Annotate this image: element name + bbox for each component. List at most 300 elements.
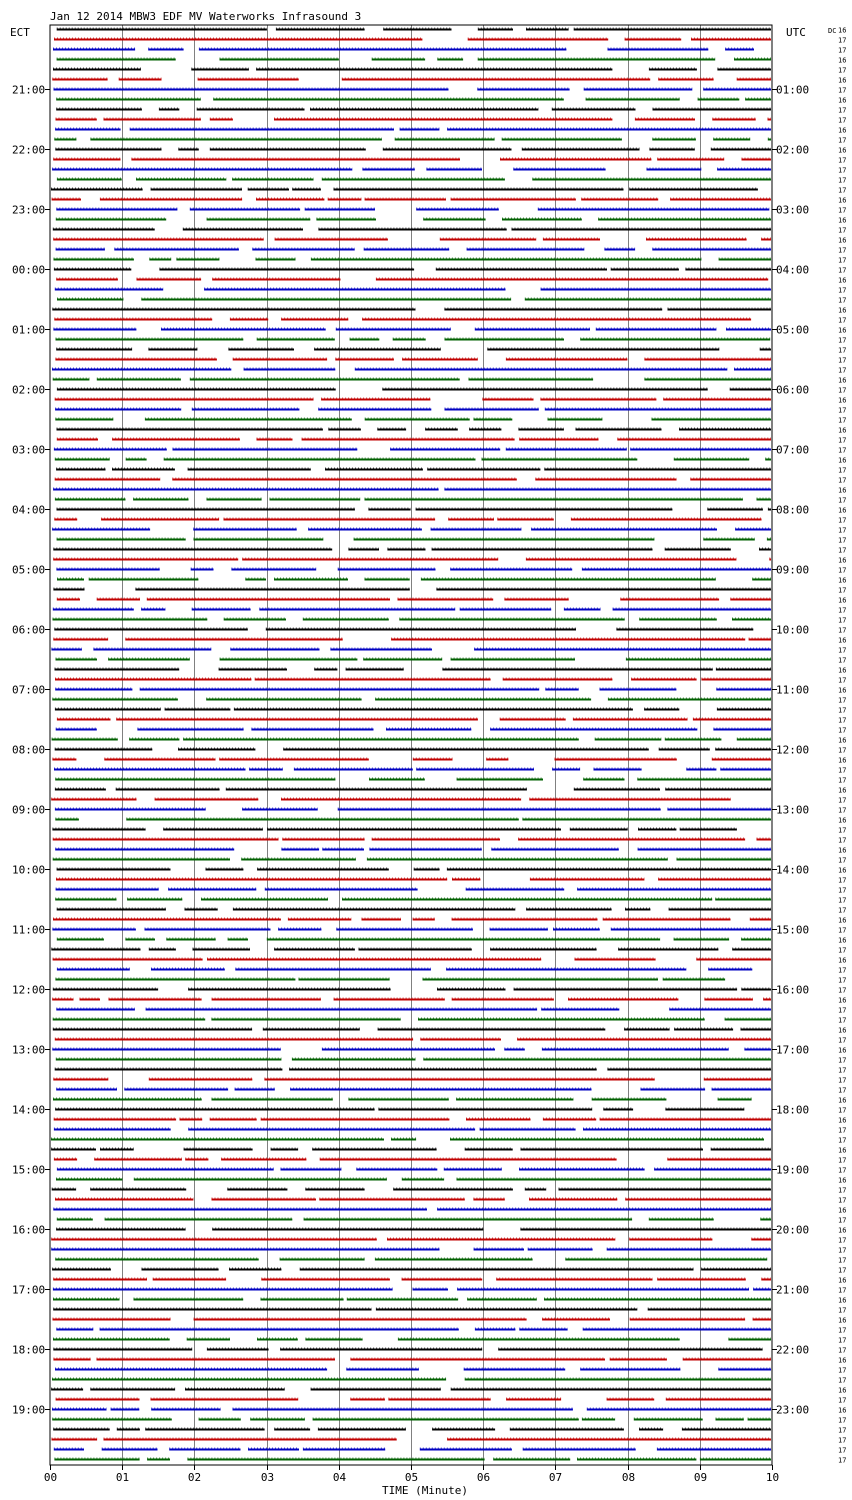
dc-offset-value: 17 <box>838 1236 847 1245</box>
dc-offset-value: 17 <box>838 156 847 165</box>
dc-offset-value: 17 <box>838 86 847 95</box>
trace-row <box>52 1188 771 1190</box>
x-tick-label: 08 <box>621 1471 636 1484</box>
trace-row <box>57 1218 771 1220</box>
dc-offset-value: 16 <box>838 786 847 795</box>
trace-row <box>54 448 771 450</box>
dc-offset-value: 16 <box>838 396 847 405</box>
dc-offset-value: 16 <box>838 126 847 135</box>
left-hour-label: 09:00 <box>12 803 46 817</box>
left-hour-label: 04:00 <box>12 503 46 517</box>
trace-row <box>54 258 772 260</box>
dc-offset-value: 16 <box>838 486 847 495</box>
dc-offset-value: 17 <box>838 476 847 485</box>
right-hour-label: 05:00 <box>776 323 810 337</box>
right-axis-label: UTC <box>786 26 806 39</box>
dc-offset-value: 17 <box>838 1086 847 1095</box>
dc-offset-value: 17 <box>838 186 847 195</box>
dc-offset-value: 17 <box>838 316 847 325</box>
trace-row <box>52 928 771 930</box>
dc-offset-value: 16 <box>838 1276 847 1285</box>
dc-offset-value: 17 <box>838 1106 847 1115</box>
left-hour-label: 17:00 <box>12 1283 46 1297</box>
trace-row <box>56 888 771 890</box>
left-hour-label: 16:00 <box>12 1223 46 1237</box>
dc-offset-value: 16 <box>838 146 847 155</box>
trace-row <box>53 158 771 160</box>
dc-offset-value: 17 <box>838 1076 847 1085</box>
trace-row <box>56 248 771 250</box>
dc-offset-value: 16 <box>838 756 847 765</box>
dc-offset-value: 17 <box>838 766 847 775</box>
dc-offset-value: 16 <box>838 1386 847 1395</box>
dc-offset-value: 17 <box>838 896 847 905</box>
x-tick-label: 02 <box>187 1471 202 1484</box>
right-hour-label: 09:00 <box>776 563 810 577</box>
dc-offset-value: 16 <box>838 1096 847 1105</box>
trace-row <box>52 998 771 1000</box>
trace-row <box>55 498 771 500</box>
trace-row <box>54 1158 771 1160</box>
dc-offset-value: 17 <box>838 966 847 975</box>
left-hour-label: 03:00 <box>12 443 46 457</box>
dc-offset-value: 16 <box>838 556 847 565</box>
x-tick-label: 10 <box>765 1471 780 1484</box>
dc-offset-value: 16 <box>838 846 847 855</box>
dc-offset-value: 16 <box>838 26 847 35</box>
dc-offset-value: 17 <box>838 36 847 45</box>
dc-offset-value: 17 <box>838 566 847 575</box>
trace-row <box>54 268 771 270</box>
dc-offset-value: 16 <box>838 816 847 825</box>
left-hour-label: 05:00 <box>12 563 46 577</box>
trace-row <box>52 738 771 740</box>
right-hour-label: 02:00 <box>776 143 810 157</box>
left-hour-label: 21:00 <box>12 83 46 97</box>
trace-row <box>57 968 752 970</box>
right-hour-label: 12:00 <box>776 743 810 757</box>
dc-offset-value: 17 <box>838 776 847 785</box>
dc-offset-value: 17 <box>838 256 847 265</box>
dc-offset-value: 16 <box>838 456 847 465</box>
left-hour-label: 01:00 <box>12 323 46 337</box>
x-tick-label: 03 <box>260 1471 275 1484</box>
trace-row <box>53 378 771 380</box>
trace-row <box>55 708 771 710</box>
trace-row <box>55 1038 771 1040</box>
dc-offset-value: 16 <box>838 666 847 675</box>
dc-offset-value: 17 <box>838 116 847 125</box>
trace-row <box>54 1448 771 1450</box>
dc-offset-value: 16 <box>838 636 847 645</box>
trace-row <box>55 1258 767 1260</box>
trace-row <box>57 908 771 910</box>
dc-offset-value: 16 <box>838 1206 847 1215</box>
dc-offset-value: 16 <box>838 916 847 925</box>
dc-offset-value: 17 <box>838 1366 847 1375</box>
dc-offset-value: 17 <box>838 746 847 755</box>
trace-row <box>57 508 772 510</box>
dc-offset-value: 17 <box>838 286 847 295</box>
dc-offset-value: 17 <box>838 676 847 685</box>
trace-row <box>55 418 771 420</box>
dc-offset-value: 17 <box>838 696 847 705</box>
dc-offset-value: 17 <box>838 406 847 415</box>
right-hour-label: 03:00 <box>776 203 810 217</box>
right-hour-label: 22:00 <box>776 1343 810 1357</box>
x-tick-label: 04 <box>332 1471 347 1484</box>
trace-row <box>56 728 771 730</box>
left-hour-label: 18:00 <box>12 1343 46 1357</box>
dc-offset-value: 16 <box>838 1226 847 1235</box>
dc-offset-values <box>838 27 846 1465</box>
dc-offset-value: 17 <box>838 976 847 985</box>
trace-row <box>56 1178 771 1180</box>
trace-row <box>55 748 771 750</box>
dc-offset-value: 17 <box>838 1456 847 1465</box>
trace-row <box>55 808 771 810</box>
trace-row <box>51 1138 764 1140</box>
dc-offset-value: 17 <box>838 606 847 615</box>
dc-offset-value: 17 <box>838 626 847 635</box>
dc-offset-value: 16 <box>838 236 847 245</box>
right-hour-label: 20:00 <box>776 1223 810 1237</box>
left-hour-label: 12:00 <box>12 983 46 997</box>
dc-offset-value: 16 <box>838 686 847 695</box>
dc-offset-value: 16 <box>838 1116 847 1125</box>
dc-offset-value: 17 <box>838 1186 847 1195</box>
trace-row <box>56 278 768 280</box>
dc-offset-value: 16 <box>838 1316 847 1325</box>
dc-offset-value: 17 <box>838 926 847 935</box>
dc-offset-value: 17 <box>838 346 847 355</box>
x-tick-label: 07 <box>548 1471 563 1484</box>
dc-offset-value: 17 <box>838 536 847 545</box>
dc-offset-value: 17 <box>838 986 847 995</box>
dc-offset-value: 17 <box>838 366 847 375</box>
dc-offset-value: 16 <box>838 376 847 385</box>
trace-row <box>55 408 771 410</box>
dc-offset-value: 17 <box>838 796 847 805</box>
trace-row <box>51 1238 771 1240</box>
dc-offset-value: 17 <box>838 1216 847 1225</box>
dc-offset-value: 16 <box>838 1296 847 1305</box>
trace-row <box>56 98 771 100</box>
dc-offset-value: 17 <box>838 246 847 255</box>
trace-row <box>56 118 772 120</box>
trace-row <box>56 218 771 220</box>
trace-row <box>54 1128 771 1130</box>
trace-row <box>56 1228 771 1230</box>
trace-row <box>52 1268 771 1270</box>
dc-offset-value: 17 <box>838 1256 847 1265</box>
dc-offset-value: 16 <box>838 936 847 945</box>
dc-offset-value: 16 <box>838 276 847 285</box>
trace-row <box>53 1428 771 1430</box>
right-hour-label: 10:00 <box>776 623 810 637</box>
dc-offset-value: 16 <box>838 1176 847 1185</box>
trace-row <box>55 668 772 670</box>
dc-offset-value: 17 <box>838 646 847 655</box>
x-axis-ticks <box>44 1465 779 1484</box>
dc-offset-value: 17 <box>838 496 847 505</box>
dc-offset-value: 17 <box>838 806 847 815</box>
dc-offset-value: 17 <box>838 616 847 625</box>
right-hour-label: 04:00 <box>776 263 810 277</box>
dc-offset-value: 16 <box>838 1146 847 1155</box>
dc-offset-value: 17 <box>838 1346 847 1355</box>
left-hour-label: 23:00 <box>12 203 46 217</box>
trace-row <box>53 1208 771 1210</box>
left-hour-label: 02:00 <box>12 383 46 397</box>
trace-row <box>57 28 771 30</box>
trace-row <box>55 458 771 460</box>
left-hour-label: 15:00 <box>12 1163 46 1177</box>
trace-row <box>54 88 772 90</box>
right-hour-label: 15:00 <box>776 923 810 937</box>
dc-offset-value: 17 <box>838 386 847 395</box>
x-tick-label: 05 <box>404 1471 419 1484</box>
right-hour-label: 16:00 <box>776 983 810 997</box>
trace-row <box>53 48 754 50</box>
right-hour-label: 14:00 <box>776 863 810 877</box>
dc-offset-value: 17 <box>838 1306 847 1315</box>
trace-row <box>56 348 771 350</box>
trace-row <box>55 398 771 400</box>
dc-label: DC <box>828 27 837 35</box>
trace-row <box>57 538 771 540</box>
dc-offset-value: 16 <box>838 1046 847 1055</box>
trace-row <box>56 1088 771 1090</box>
trace-row <box>54 1458 771 1460</box>
right-hour-label: 07:00 <box>776 443 810 457</box>
left-hour-label: 08:00 <box>12 743 46 757</box>
dc-offset-value: 17 <box>838 1056 847 1065</box>
dc-offset-value: 17 <box>838 1136 847 1145</box>
trace-row <box>53 588 771 590</box>
dc-offset-value: 17 <box>838 356 847 365</box>
dc-offset-value: 17 <box>838 1156 847 1165</box>
dc-offset-value: 16 <box>838 426 847 435</box>
trace-row <box>54 1118 771 1120</box>
trace-row <box>55 128 771 130</box>
dc-offset-value: 17 <box>838 1126 847 1135</box>
trace-row <box>56 1008 771 1010</box>
x-axis-label: TIME (Minute) <box>381 1484 469 1497</box>
right-hour-label: 18:00 <box>776 1103 810 1117</box>
trace-row <box>54 768 771 770</box>
dc-offset-value: 16 <box>838 1406 847 1415</box>
dc-offset-value: 17 <box>838 176 847 185</box>
dc-offset-value: 16 <box>838 576 847 585</box>
trace-row <box>55 678 771 680</box>
trace-row <box>55 1068 771 1070</box>
x-tick-label: 00 <box>43 1471 58 1484</box>
dc-offset-value: 17 <box>838 1166 847 1175</box>
trace-row <box>55 1198 771 1200</box>
trace-row <box>57 868 771 870</box>
trace-row <box>53 1348 762 1350</box>
trace-row <box>53 548 771 550</box>
dc-offset-value: 16 <box>838 1026 847 1035</box>
trace-row <box>53 1278 771 1280</box>
dc-offset-value: 17 <box>838 46 847 55</box>
dc-offset-value: 17 <box>838 106 847 115</box>
dc-offset-value: 17 <box>838 706 847 715</box>
dc-offset-value: 17 <box>838 516 847 525</box>
trace-row <box>54 318 751 320</box>
trace-row <box>52 698 771 700</box>
trace-row <box>53 558 771 560</box>
trace-row <box>55 788 771 790</box>
trace-row <box>57 438 771 440</box>
trace-row <box>57 598 771 600</box>
trace-row <box>55 778 771 780</box>
dc-offset-value: 17 <box>838 1396 847 1405</box>
trace-row <box>57 718 771 720</box>
dc-offset-value: 16 <box>838 216 847 225</box>
chart-title: Jan 12 2014 MBW3 EDF MV Waterworks Infrasound 3 <box>50 10 362 23</box>
x-tick-label: 09 <box>693 1471 708 1484</box>
trace-row <box>56 878 771 880</box>
trace-row <box>55 898 771 900</box>
trace-row <box>55 1368 771 1370</box>
dc-offset-value: 16 <box>838 956 847 965</box>
trace-row <box>54 138 771 140</box>
left-hour-label: 19:00 <box>12 1403 46 1417</box>
left-hour-label: 13:00 <box>12 1043 46 1057</box>
dc-offset-value: 17 <box>838 336 847 345</box>
dc-offset-value: 17 <box>838 1036 847 1045</box>
dc-offset-value: 17 <box>838 906 847 915</box>
dc-offset-value: 17 <box>838 1286 847 1295</box>
dc-offset-value: 17 <box>838 946 847 955</box>
dc-offset-value: 17 <box>838 546 847 555</box>
dc-offset-value: 17 <box>838 1066 847 1075</box>
dc-offset-value: 17 <box>838 1196 847 1205</box>
dc-offset-value: 17 <box>838 1016 847 1025</box>
dc-offset-value: 17 <box>838 826 847 835</box>
trace-row <box>56 468 771 470</box>
trace-row <box>53 1098 752 1100</box>
dc-offset-value: 16 <box>838 866 847 875</box>
trace-row <box>57 428 772 430</box>
dc-offset-value: 17 <box>838 296 847 305</box>
dc-offset-value: 17 <box>838 856 847 865</box>
trace-row <box>56 338 771 340</box>
trace-row <box>52 828 737 830</box>
dc-offset-value: 17 <box>838 716 847 725</box>
left-hour-label: 00:00 <box>12 263 46 277</box>
x-tick-label: 06 <box>476 1471 491 1484</box>
x-tick-label: 01 <box>115 1471 130 1484</box>
trace-row <box>53 1358 771 1360</box>
dc-offset-value: 17 <box>838 1336 847 1345</box>
trace-row <box>55 1108 744 1110</box>
left-hour-label: 07:00 <box>12 683 46 697</box>
trace-row <box>56 1058 771 1060</box>
dc-offset-value: 17 <box>838 1266 847 1275</box>
dc-offset-value: 17 <box>838 836 847 845</box>
trace-row <box>55 358 771 360</box>
trace-row <box>57 1168 771 1170</box>
trace-row <box>57 298 771 300</box>
dc-offset-value: 17 <box>838 166 847 175</box>
right-hour-label: 23:00 <box>776 1403 810 1417</box>
dc-offset-value: 16 <box>838 306 847 315</box>
dc-offset-value: 17 <box>838 466 847 475</box>
dc-offset-value: 17 <box>838 656 847 665</box>
right-hour-label: 11:00 <box>776 683 810 697</box>
trace-row <box>53 328 771 330</box>
left-hour-label: 10:00 <box>12 863 46 877</box>
trace-row <box>53 488 771 490</box>
trace-row <box>55 478 771 480</box>
right-hour-label: 06:00 <box>776 383 810 397</box>
trace-row <box>56 1398 771 1400</box>
right-hour-label: 13:00 <box>776 803 810 817</box>
right-hour-label: 17:00 <box>776 1043 810 1057</box>
left-axis-label: ECT <box>10 26 30 39</box>
trace-row <box>54 38 771 40</box>
dc-offset-value: 17 <box>838 1436 847 1445</box>
dc-offset-value: 17 <box>838 1446 847 1455</box>
dc-offset-value: 17 <box>838 586 847 595</box>
dc-offset-value: 17 <box>838 526 847 535</box>
trace-row <box>52 1418 771 1420</box>
trace-row <box>55 148 771 150</box>
trace-row <box>55 978 725 980</box>
trace-row <box>53 958 771 960</box>
dc-offset-value: 16 <box>838 76 847 85</box>
dc-offset-value: 17 <box>838 136 847 145</box>
trace-row <box>53 228 771 230</box>
dc-offset-value: 17 <box>838 416 847 425</box>
dc-offset-value: 16 <box>838 1356 847 1365</box>
left-hour-label: 14:00 <box>12 1103 46 1117</box>
dc-offset-value: 16 <box>838 596 847 605</box>
trace-row <box>56 1328 771 1330</box>
dc-offset-value: 16 <box>838 736 847 745</box>
dc-offset-value: 17 <box>838 266 847 275</box>
trace-row <box>54 518 761 520</box>
trace-row <box>51 188 758 190</box>
right-hour-label: 01:00 <box>776 83 810 97</box>
dc-offset-value: 16 <box>838 56 847 65</box>
trace-row <box>57 578 771 580</box>
trace-row <box>57 178 771 180</box>
left-hour-label: 06:00 <box>12 623 46 637</box>
right-hour-label: 21:00 <box>776 1283 810 1297</box>
dc-offset-value: 17 <box>838 226 847 235</box>
dc-offset-value: 17 <box>838 1416 847 1425</box>
dc-offset-value: 17 <box>838 1246 847 1255</box>
trace-row <box>55 688 771 690</box>
trace-row <box>55 288 771 290</box>
left-hour-label: 22:00 <box>12 143 46 157</box>
dc-offset-value: 17 <box>838 1006 847 1015</box>
trace-row <box>55 848 771 850</box>
right-hour-label: 08:00 <box>776 503 810 517</box>
dc-offset-value: 17 <box>838 66 847 75</box>
trace-row <box>53 1078 771 1080</box>
right-hour-label: 19:00 <box>776 1163 810 1177</box>
dc-offset-value: 17 <box>838 446 847 455</box>
dc-offset-value: 16 <box>838 996 847 1005</box>
trace-row <box>54 628 753 630</box>
trace-row <box>56 208 769 210</box>
trace-row <box>53 238 771 240</box>
